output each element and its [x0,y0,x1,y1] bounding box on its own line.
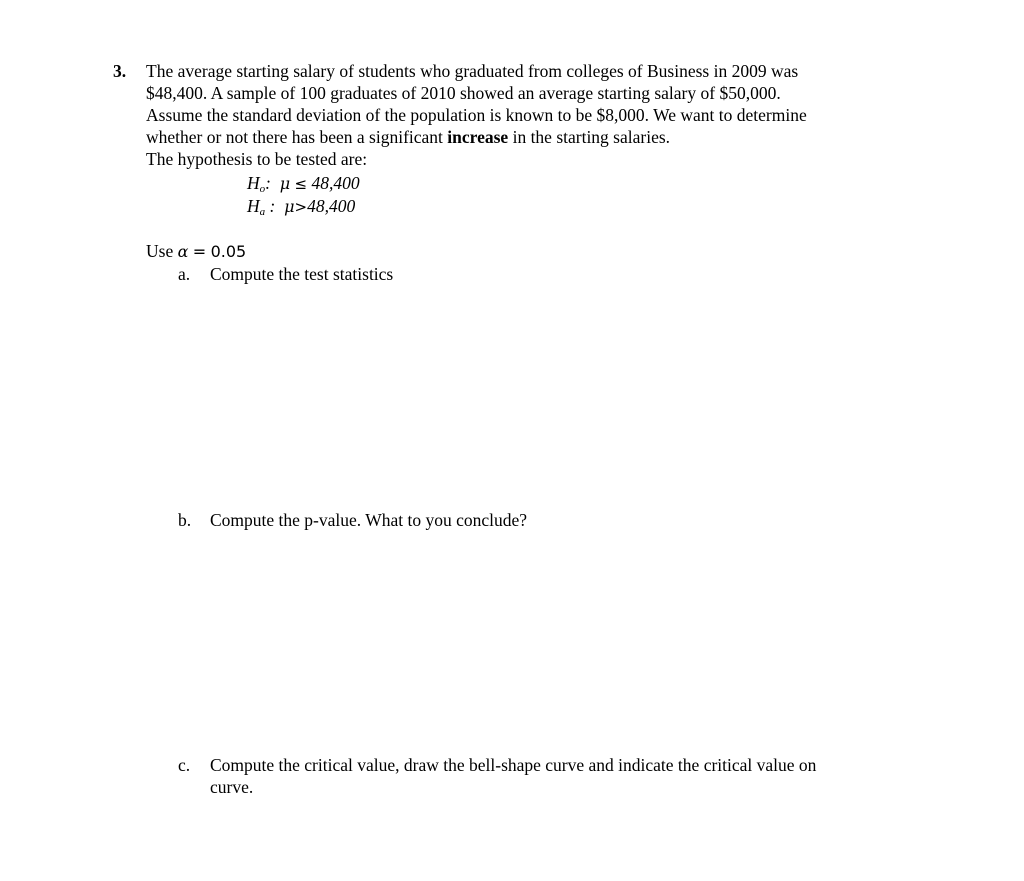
null-h: H [247,173,260,193]
part-a-label: a. [178,264,191,284]
part-b-label: b. [178,510,192,530]
part-b-text: Compute the p-value. What to you conclude? [210,510,528,530]
part-c-text-continued: curve. [210,777,254,797]
alternative-hypothesis [247,195,355,218]
use-label: Use [146,241,174,261]
alpha-value: 0.05 [210,242,247,261]
question-number: 3. [113,61,127,81]
gt-symbol: > [294,198,308,216]
increase-emphasis: increase [447,127,509,147]
part-c-text: Compute the critical value, draw the bell-shape curve and indicate the critical value on [210,755,817,775]
alpha-symbol: α [177,242,189,261]
mu-symbol: μ [279,174,291,193]
alt-colon: : [269,196,276,216]
significance-level [146,240,246,263]
question-line-3: Assume the standard deviation of the population is known to be $8,000. We want to determine [146,105,807,125]
leq-symbol: ≤ [294,175,308,193]
null-hypothesis [247,172,360,195]
part-a-text: Compute the test statistics [210,264,394,284]
part-c-label: c. [178,755,191,775]
equals-symbol: = [192,242,207,261]
hypothesis-intro: The hypothesis to be tested are: [146,149,368,169]
null-value: 48,400 [311,173,360,193]
mu-symbol: μ [284,197,295,216]
null-colon: : [265,173,271,193]
question-line-1: The average starting salary of students who graduated from colleges of Business in 2009 was [146,61,799,81]
alt-sub: a [259,206,266,218]
question-line-4 [146,126,670,148]
alt-value: 48,400 [307,196,356,216]
line-4-start: whether or not there has been a significant [146,127,448,147]
question-line-2: $48,400. A sample of 100 graduates of 2010 showed an average starting salary of $50,000. [146,83,781,103]
alt-h: H [247,196,260,216]
line-4-end: in the starting salaries. [508,127,671,147]
null-sub: o [259,183,266,195]
